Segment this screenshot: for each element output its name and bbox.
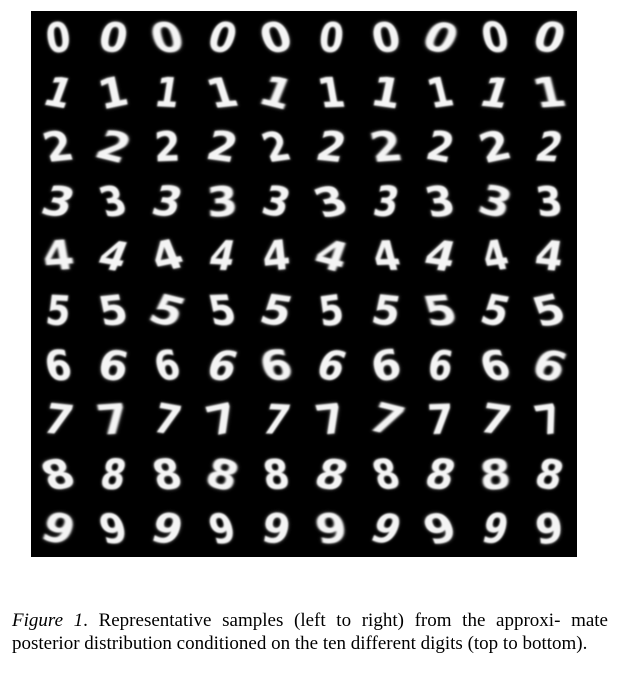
- digit-sample: 8: [260, 450, 293, 499]
- digit-sample: 4: [366, 231, 405, 281]
- digit-sample: 5: [418, 286, 463, 336]
- digit-sample: 0: [367, 12, 405, 63]
- digit-sample: 3: [35, 176, 82, 227]
- digit-sample: 5: [474, 285, 516, 337]
- digit-sample: 5: [526, 284, 573, 337]
- digit-sample: 6: [473, 340, 517, 391]
- digit-sample: 0: [42, 12, 74, 64]
- digit-sample: 2: [365, 122, 407, 172]
- digit-sample: 0: [316, 13, 347, 63]
- digit-sample: 2: [256, 122, 297, 172]
- digit-sample: 0: [145, 13, 190, 63]
- digit-sample: 9: [477, 504, 513, 554]
- digit-sample: 0: [476, 13, 514, 63]
- digit-sample: 7: [529, 395, 570, 445]
- digit-sample: 1: [93, 65, 133, 119]
- digit-sample: 9: [533, 503, 566, 555]
- digit-sample: 8: [366, 449, 406, 500]
- digit-sample: 6: [255, 340, 298, 391]
- figure-label: Figure 1: [12, 610, 84, 631]
- digit-sample: 7: [361, 393, 412, 447]
- digit-sample: 4: [476, 231, 514, 282]
- digit-sample: 2: [37, 122, 79, 172]
- digit-sample: 6: [149, 340, 186, 391]
- digit-sample: 7: [149, 394, 187, 446]
- digit-sample: 8: [33, 449, 83, 501]
- digit-sample: 4: [143, 230, 191, 282]
- digit-sample: 2: [473, 121, 517, 174]
- digit-sample: 3: [147, 176, 189, 227]
- digit-sample: 9: [311, 504, 351, 555]
- digit-sample: 3: [306, 176, 356, 228]
- digit-sample: 1: [314, 68, 349, 117]
- digit-sample: 5: [315, 285, 347, 337]
- digit-sample: 6: [525, 339, 575, 392]
- digit-sample: 7: [258, 395, 296, 445]
- digit-sample: 1: [366, 66, 406, 118]
- digit-sample: 0: [527, 12, 572, 64]
- digit-sample: 6: [310, 340, 353, 391]
- digit-sample: 7: [426, 395, 455, 445]
- digit-sample: 8: [477, 449, 513, 500]
- digit-sample: 9: [93, 504, 132, 554]
- digit-sample: 5: [141, 285, 194, 337]
- digit-sample: 3: [93, 176, 133, 227]
- digit-sample: 6: [93, 339, 133, 391]
- digit-sample: 2: [531, 122, 569, 172]
- digit-sample: 8: [530, 449, 570, 501]
- digit-sample: 5: [254, 285, 299, 337]
- digit-sample: 1: [252, 66, 302, 119]
- digit-sample: 7: [92, 395, 134, 445]
- digit-sample: 3: [533, 177, 566, 226]
- digit-sample: 2: [422, 121, 460, 173]
- digit-sample: 2: [311, 122, 352, 172]
- digit-sample: 5: [367, 285, 405, 336]
- digit-sample: 9: [146, 503, 189, 555]
- digit-sample: 0: [94, 12, 132, 63]
- digit-sample: 0: [201, 12, 243, 64]
- digit-sample: 1: [37, 67, 80, 118]
- digit-sample: 6: [41, 341, 76, 390]
- digit-sample: 1: [528, 67, 571, 118]
- digit-sample: 7: [474, 394, 516, 446]
- digit-sample: 4: [531, 231, 568, 282]
- digit-sample: 8: [420, 449, 462, 500]
- digit-sample: 4: [91, 231, 136, 282]
- digit-sample: 9: [416, 503, 464, 555]
- caption-text: . Representative samples (left to right) from the approxi- mate posterior distribution conditioned on the ten different digits (top to bottom).: [12, 610, 608, 654]
- digit-sample: 6: [366, 338, 406, 392]
- digit-sample: 3: [204, 176, 240, 227]
- digit-sample: 1: [473, 67, 517, 118]
- digit-sample: 4: [260, 230, 293, 282]
- digit-sample: 3: [420, 176, 460, 227]
- digit-sample: 3: [369, 177, 403, 227]
- digit-sample: 3: [472, 174, 518, 229]
- digit-sample: 4: [308, 229, 355, 283]
- digit-sample: 3: [257, 176, 297, 228]
- digit-sample: 2: [201, 121, 243, 173]
- digit-sample: 1: [422, 67, 459, 118]
- digit-sample: 6: [200, 340, 244, 391]
- digit-sample: 8: [199, 447, 245, 502]
- digit-sample: 5: [43, 286, 74, 336]
- digit-sample: 6: [424, 340, 457, 390]
- digit-sample: 4: [38, 231, 78, 282]
- digit-sample: 5: [203, 286, 241, 336]
- digit-sample: 7: [200, 394, 244, 447]
- digit-sample: 8: [308, 449, 355, 500]
- digit-sample: 1: [200, 67, 244, 118]
- digit-sample: 9: [35, 502, 82, 556]
- digit-sample: 8: [96, 450, 130, 500]
- digit-sample: 1: [151, 67, 184, 117]
- digit-sample: 9: [364, 504, 409, 555]
- digit-sample: 4: [419, 230, 462, 282]
- digit-sample: 2: [153, 122, 182, 172]
- digit-sample: 0: [253, 11, 300, 64]
- digit-sample: 2: [88, 120, 139, 174]
- digit-sample: 0: [414, 12, 467, 64]
- digit-sample: 9: [203, 504, 241, 555]
- digit-sample: 7: [310, 395, 352, 445]
- digit-sample: 4: [204, 231, 240, 281]
- digit-sample: 9: [258, 504, 295, 555]
- digit-samples-grid: [31, 11, 577, 557]
- figure-caption: [12, 609, 608, 655]
- digit-sample: 7: [38, 395, 79, 445]
- digit-sample: 5: [94, 285, 132, 336]
- digit-sample: 8: [147, 449, 187, 500]
